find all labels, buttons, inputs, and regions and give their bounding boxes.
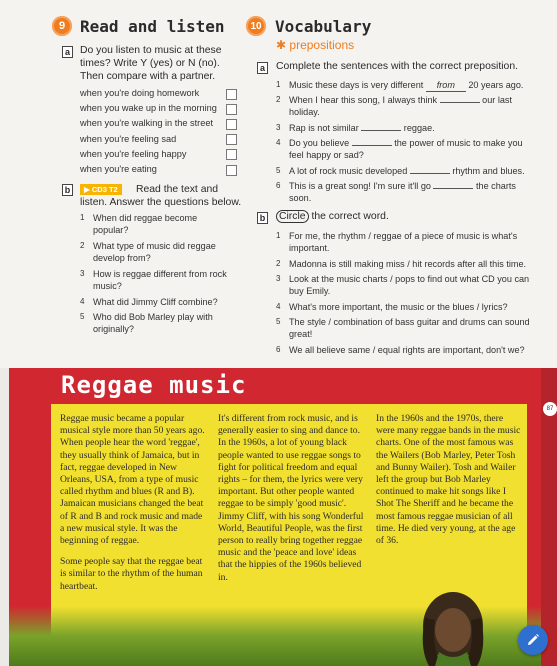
item-text: We all believe same / equal rights are important, don't we? bbox=[289, 345, 525, 355]
edit-button[interactable] bbox=[518, 625, 548, 655]
item-text: Madonna is still making miss / hit records after all this time. bbox=[289, 259, 527, 269]
preposition-sentence bbox=[276, 180, 531, 204]
item-number: 5 bbox=[276, 166, 281, 175]
habit-item: when you're doing homework bbox=[80, 88, 200, 98]
question bbox=[80, 296, 230, 308]
habit-answer-box[interactable] bbox=[226, 134, 237, 145]
item-number: 2 bbox=[276, 95, 281, 104]
instruction-rest: the correct word. bbox=[311, 211, 389, 222]
word-choice-sentence bbox=[276, 273, 531, 297]
section-10-badge: 10 bbox=[246, 16, 266, 36]
reading-column-3: In the 1960s and the 1970s, there were many reggae bands in the music charts. One of the most famous was the Wailers (Bob Marley, Peter Tosh and Bunny Wailer). Tosh and Wailer left the group but Bob Marley continued to make hit songs like I Shot The Sheriff and he became the most famous reggae musician of all time. He died very young, at the age of 36. bbox=[376, 413, 521, 547]
item-text: Who did Bob Marley play with originally? bbox=[93, 312, 213, 334]
preposition-sentence bbox=[276, 137, 531, 161]
page-number: 87 bbox=[543, 402, 557, 416]
section-9-badge: 9 bbox=[52, 16, 72, 36]
item-number: 2 bbox=[276, 259, 281, 268]
habit-item: when you're walking in the street bbox=[80, 118, 214, 129]
word-choice-sentence bbox=[276, 344, 531, 356]
section-9-b-instruction: Read the text and listen. Answer the questions below. bbox=[80, 184, 242, 208]
preposition-sentence bbox=[276, 79, 531, 92]
section-10-b-instruction bbox=[276, 211, 526, 224]
habit-answer-box[interactable] bbox=[226, 89, 237, 100]
answer-blank[interactable] bbox=[410, 173, 450, 174]
item-text: What's more important, the music or the blues / lyrics? bbox=[289, 302, 508, 312]
word-choice-sentence bbox=[276, 316, 531, 340]
star-icon: ✱ bbox=[276, 38, 287, 52]
word-choice-sentence bbox=[276, 258, 531, 270]
question bbox=[80, 212, 230, 236]
item-number: 6 bbox=[276, 345, 281, 354]
answer-blank[interactable] bbox=[352, 145, 392, 146]
item-text: What did Jimmy Cliff combine? bbox=[93, 297, 218, 307]
answer-blank[interactable]: from bbox=[426, 79, 466, 92]
word-choice-sentence bbox=[276, 230, 531, 254]
reading-column-2: It's different from rock music, and is generally easier to sing and dance to. In the 1960s, a lot of young black people wanted to use reggae songs to fight for political freedom and equal rights – for them, the lyrics were very important. But other people wanted reggae to be simply 'good music'. Jimmy Cliff, with his song Wonderful World, Beautiful People, was the first person to really bring together reggae music and the 'peace and love' ideas that the hippies of the 1960s believed in. bbox=[218, 413, 364, 583]
word-choice-sentence bbox=[276, 301, 531, 313]
habit-item: when you wake up in the morning bbox=[80, 103, 217, 114]
subtitle-text: prepositions bbox=[289, 38, 355, 52]
section-9-a-label: a bbox=[62, 46, 73, 58]
answer-blank[interactable] bbox=[440, 102, 480, 103]
item-text: For me, the rhythm / reggae of a piece of music is what's important. bbox=[289, 231, 518, 253]
column-1-paragraph-2: Some people say that the reggae beat is similar to the rhythm of the human heartbeat. bbox=[60, 556, 203, 592]
item-number: 3 bbox=[276, 274, 281, 283]
item-number: 4 bbox=[80, 297, 85, 306]
item-text: This is a great song! I'm sure it'll go the charts soon. bbox=[289, 181, 516, 203]
section-9-a-instruction: Do you listen to music at these times? Write Y (yes) or N (no). Then compare with a partner. bbox=[80, 45, 222, 82]
item-text: How is reggae different from rock music? bbox=[93, 269, 227, 291]
item-text: When I hear this song, I always think our last holiday. bbox=[289, 95, 512, 117]
section-10-title: Vocabulary bbox=[275, 17, 372, 36]
reading-column-1 bbox=[60, 413, 207, 593]
question bbox=[80, 268, 230, 292]
item-number: 1 bbox=[80, 213, 85, 222]
item-text: Look at the music charts / pops to find out what CD you can buy Emily. bbox=[289, 274, 530, 296]
item-number: 3 bbox=[276, 123, 281, 132]
column-1-paragraph-1: Reggae music became a popular musical style more than 50 years ago. When people hear the word 'reggae', they usually think of Jamaica, but in fact, reggae developed in New Orleans, USA, from a type of music called rhythm and blues (R and B). Jamaican musicians changed the beat of R and B and rock music and made a new musical style. It was the beginning of reggae. bbox=[60, 413, 205, 547]
item-number: 4 bbox=[276, 138, 281, 147]
answer-blank[interactable] bbox=[433, 188, 473, 189]
preposition-sentence bbox=[276, 165, 531, 177]
item-text: What type of music did reggae develop from? bbox=[93, 241, 216, 263]
item-text: Rap is not similar reggae. bbox=[289, 123, 435, 133]
item-number: 3 bbox=[80, 269, 85, 278]
habit-answer-box[interactable] bbox=[226, 104, 237, 115]
section-10-a-label: a bbox=[257, 62, 268, 74]
cd-track-text: CD3 T2 bbox=[91, 185, 118, 194]
section-10-b-label: b bbox=[257, 212, 268, 224]
item-number: 5 bbox=[80, 312, 85, 321]
bob-marley-photo bbox=[391, 568, 511, 666]
item-number: 5 bbox=[276, 317, 281, 326]
item-text: Do you believe the power of music to make you feel happy or sad? bbox=[289, 138, 523, 160]
habit-answer-box[interactable] bbox=[226, 119, 237, 130]
item-number: 2 bbox=[80, 241, 85, 250]
item-number: 1 bbox=[276, 80, 281, 89]
item-text: Music these days is very different from 20 years ago. bbox=[289, 80, 524, 90]
preposition-sentence bbox=[276, 122, 531, 134]
question bbox=[80, 240, 230, 264]
habit-item: when you're feeling happy bbox=[80, 148, 187, 159]
answer-blank[interactable] bbox=[361, 130, 401, 131]
question bbox=[80, 311, 230, 335]
habit-answer-box[interactable] bbox=[226, 149, 237, 160]
item-number: 4 bbox=[276, 302, 281, 311]
item-number: 6 bbox=[276, 181, 281, 190]
habit-answer-box[interactable] bbox=[226, 165, 237, 176]
circle-word: Circle bbox=[276, 210, 309, 223]
preposition-sentence bbox=[276, 94, 531, 118]
pencil-icon bbox=[526, 633, 540, 647]
section-9-b-label: b bbox=[62, 184, 73, 196]
item-number: 1 bbox=[276, 231, 281, 240]
habit-item: when you're eating bbox=[80, 164, 157, 174]
item-text: A lot of rock music developed rhythm and blues. bbox=[289, 166, 525, 176]
habit-item: when you're feeling sad bbox=[80, 133, 177, 144]
reading-banner bbox=[9, 368, 541, 666]
cd-track-label[interactable]: ▶ CD3 T2 bbox=[80, 184, 122, 195]
reading-title: Reggae music bbox=[61, 371, 247, 399]
section-10-a-instruction: Complete the sentences with the correct preposition. bbox=[276, 61, 518, 72]
item-text: When did reggae become popular? bbox=[93, 213, 198, 235]
section-9-title: Read and listen bbox=[80, 17, 225, 36]
item-text: The style / combination of bass guitar and drums can sound great! bbox=[289, 317, 530, 339]
section-10-subtitle bbox=[276, 38, 354, 52]
